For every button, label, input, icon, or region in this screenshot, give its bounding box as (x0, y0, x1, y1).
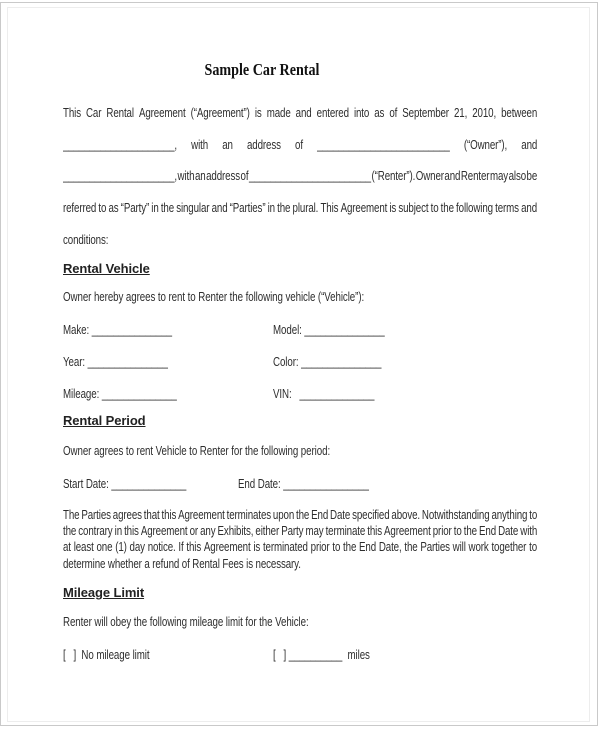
mileage-limit-heading: Mileage Limit (63, 585, 145, 600)
intro-line: conditions: (63, 232, 109, 247)
terms-line: The Parties agrees that this Agreement terminates upon the End Date specified above. Notwithstanding anything to (63, 508, 538, 522)
terms-line: the contrary in this Agreement or any Exhibits, either Party may terminate this Agreement prior to the End Date with (63, 524, 538, 539)
vehicle-row-mileage-vin (63, 388, 573, 402)
intro-paragraph (63, 98, 537, 256)
end-date-field: End Date: ________________ (238, 477, 369, 491)
year-field: Year: _______________ (63, 355, 168, 369)
checkbox-no-mileage-limit: [ ] No mileage limit (63, 648, 150, 662)
make-field: Make: _______________ (63, 323, 172, 337)
intro-line-owner-blank: _____________________, with an address of _________________________ (“Owner”), and (63, 137, 538, 152)
terms-line: determine whether a refund of Rental Fees is necessary. (63, 556, 301, 571)
rental-vehicle-lead: Owner hereby agrees to rent to Renter the following vehicle (“Vehicle”): (63, 290, 365, 304)
intro-line-renter-blank: _____________________, with an address of _______________________ (“Renter”). Owner and Renter may also be (63, 169, 538, 184)
vehicle-row-make-model (63, 324, 573, 338)
model-field: Model: _______________ (273, 323, 385, 337)
rental-period-lead: Owner agrees to rent Vehicle to Renter for the following period: (63, 444, 331, 458)
document-title: Sample Car Rental (204, 60, 320, 79)
intro-line: This Car Rental Agreement (“Agreement”) is made and entered into as of September 21, 2010, between (63, 106, 538, 120)
intro-line: referred to as “Party” in the singular and “Parties” in the plural. This Agreement is subject to the following terms and (63, 201, 538, 216)
mileage-limit-lead: Renter will obey the following mileage limit for the Vehicle: (63, 615, 309, 629)
start-date-field: Start Date: ______________ (63, 477, 187, 491)
mileage-options-row (63, 649, 573, 663)
vehicle-row-year-color (63, 356, 573, 370)
termination-terms-paragraph (63, 507, 537, 572)
checkbox-miles-blank: [ ] __________ miles (273, 648, 370, 662)
color-field: Color: _______________ (273, 355, 382, 369)
date-row (63, 478, 573, 492)
rental-vehicle-heading: Rental Vehicle (63, 261, 150, 276)
rental-period-heading: Rental Period (63, 413, 146, 428)
vin-field: VIN: ______________ (273, 387, 375, 401)
mileage-field: Mileage: ______________ (63, 387, 177, 401)
terms-line: at least one (1) day notice. If this Agreement is terminated prior to the End Date, the Parties will work together to (63, 540, 537, 555)
